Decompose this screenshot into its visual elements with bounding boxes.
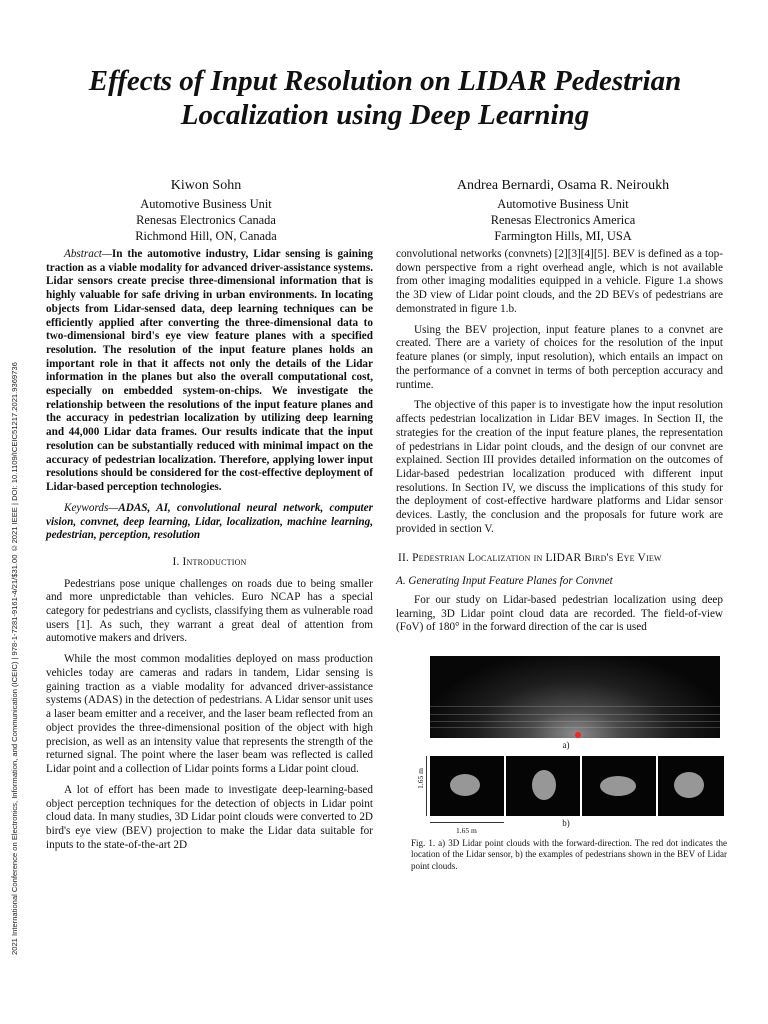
paper-title: Effects of Input Resolution on LIDAR Pedestrian Localization using Deep Learning: [88, 65, 682, 131]
dimension-line-horizontal: [430, 822, 504, 823]
abstract-lead: Abstract—: [64, 248, 112, 260]
left-column: [46, 248, 373, 860]
lidar-sensor-dot: [575, 732, 581, 738]
paragraph: Pedestrians pose unique challenges on roads due to being smaller and more unpredictable than vehicles. Euro NCAP has a special category for pedestrians and cyclists, classifying them as vulnerable road users [1]. As such, they warrant a great deal of attention from automotive makers and drivers.: [46, 577, 373, 645]
dimension-label-horizontal: 1.65 m: [456, 826, 477, 835]
subfigure-label-a: a): [562, 740, 570, 750]
paragraph: For our study on Lidar-based pedestrian localization using deep learning, 3D Lidar point cloud data are recorded. The field-of-view (FoV) of 180° in the forward direction of the car is used: [396, 593, 723, 634]
conference-sidenote: 2021 International Conference on Electronics, Information, and Communication (ICEIC) | 978-1-7281-9161-4/21/$31.00 ©2021 IEEE | DOI: 10.1109/ICEIC51217.2021.9369736: [10, 362, 19, 955]
abstract-text: In the automotive industry, Lidar sensing is gaining traction as a viable modality for advanced driver-assistance systems. Lidar sensors create precise three-dimensional information that is highly valuable for safe driving in urban environments. In locating objects from Lidar-sensed data, deep learning techniques can be efficiently applied after converting the three-dimensional data to two-dimensional bird's eye view feature planes with a specified resolution. The resolution of the input feature planes holds an important role in that it affects not only the details of the Lidar information in the planes but also the overall computational cost, especially on embedded system-on-chips. We investigate the relationship between the resolutions of the input feature planes and the accuracy in pedestrian localization by utilizing deep learning and 44,000 Lidar data frames. Our results indicate that the input resolution can be substantially reduced with minimal impact on the accuracy of pedestrian localization. Therefore, applying lower input resolutions should be considered for the cost-effective deployment of Lidar-based perception technologies.: [46, 248, 373, 493]
abstract: [46, 248, 373, 495]
paragraph: The objective of this paper is to investigate how the input resolution affects pedestrian localization in Lidar BEV images. In Section II, the strategies for the creation of the input feature planes, the representation of pedestrians in Lidar point clouds, and the design of our convnet are explained. Section III provides detailed information on the outcomes of Lidar-based pedestrian localization produced with different input resolutions. In Section IV, we discuss the implications of this study for the deployment of cost-effective hardware platforms and Lidar sensor devices. Lastly, the conclusion and the proposals for future work are provided in section V.: [396, 399, 723, 535]
dimension-label-vertical: 1.65 m: [416, 768, 425, 789]
figure-caption: Fig. 1. a) 3D Lidar point clouds with the forward-direction. The red dot indicates the location of the Lidar sensor, b) the examples of pedestrians shown in the BEV of Lidar point clouds.: [411, 838, 727, 871]
section-heading-introduction: I. Introduction: [172, 555, 247, 568]
author-name: Kiwon Sohn: [170, 178, 242, 193]
paragraph: Using the BEV projection, input feature planes to a convnet are created. There are a variety of choices for the resolution of the input feature planes (or simply, input resolution), which entails an impact on the performance of a convnet in terms of both perception accuracy and runtime.: [396, 323, 723, 391]
keywords: [46, 502, 373, 543]
section-heading-pedestrian-localization: II. Pedestrian Localization in LIDAR Bird's Eye View: [398, 552, 662, 565]
figure-1: [408, 654, 727, 884]
subsection-heading: A. Generating Input Feature Planes for Convnet: [396, 575, 613, 588]
pedestrian-bev-image: [582, 756, 656, 816]
pedestrian-bev-image: [430, 756, 504, 816]
pedestrian-bev-image: [506, 756, 580, 816]
keywords-lead: Keywords—: [64, 501, 119, 514]
right-column: [396, 248, 723, 642]
author-affiliation-unit: Automotive Business Unit: [497, 197, 629, 211]
author-block-left: [56, 176, 356, 244]
lidar-point-cloud-image: [430, 656, 720, 738]
paragraph: A lot of effort has been made to investigate deep-learning-based object perception techniques for the detection of objects in Lidar point cloud data. In many studies, 3D Lidar point clouds were converted to 2D bird's eye view (BEV) projection to make the Lidar data suitable for inputs to the state-of-the-art 2D: [46, 783, 373, 851]
author-block-right: [413, 176, 713, 244]
keywords-text: ADAS, AI, convolutional neural network, computer vision, convnet, deep learning, Lidar, localization, machine learning, pedestrian, perception, resolution: [46, 501, 373, 542]
paragraph: convolutional networks (convnets) [2][3][4][5]. BEV is defined as a top-down perspective from a right overhead angle, which is not available from other imaging modalities equipped in a vehicle. Figure 1.a shows the 3D view of Lidar point clouds, and the 2D BEVs of pedestrians are demonstrated in figure 1.b.: [396, 248, 723, 315]
paragraph: While the most common modalities deployed on mass production vehicles today are cameras and radars in tandem, Lidar sensing is gaining traction as a viable modality for advanced driver-assistance systems (ADAS) in the detection of pedestrians. A Lidar sensor unit uses a laser beam emitter and a receiver, and the laser beam reflected from an object provides the three-dimensional position of the object with high precision, as well as an intensity value that represents the strength of the returned signal. The point where the laser beam was reflected is called Lidar point and a collection of Lidar points forms a Lidar point cloud.: [46, 653, 373, 775]
author-affiliation-company: Renesas Electronics America: [490, 213, 636, 227]
author-affiliation-location: Richmond Hill, ON, Canada: [135, 229, 277, 243]
author-affiliation-location: Farmington Hills, MI, USA: [494, 229, 632, 243]
author-name: Andrea Bernardi, Osama R. Neiroukh: [456, 178, 670, 193]
dimension-line-vertical: [426, 756, 427, 816]
subfigure-label-b: b): [562, 818, 570, 828]
author-affiliation-unit: Automotive Business Unit: [140, 197, 272, 211]
author-affiliation-company: Renesas Electronics Canada: [136, 213, 276, 227]
pedestrian-bev-image: [658, 756, 724, 816]
